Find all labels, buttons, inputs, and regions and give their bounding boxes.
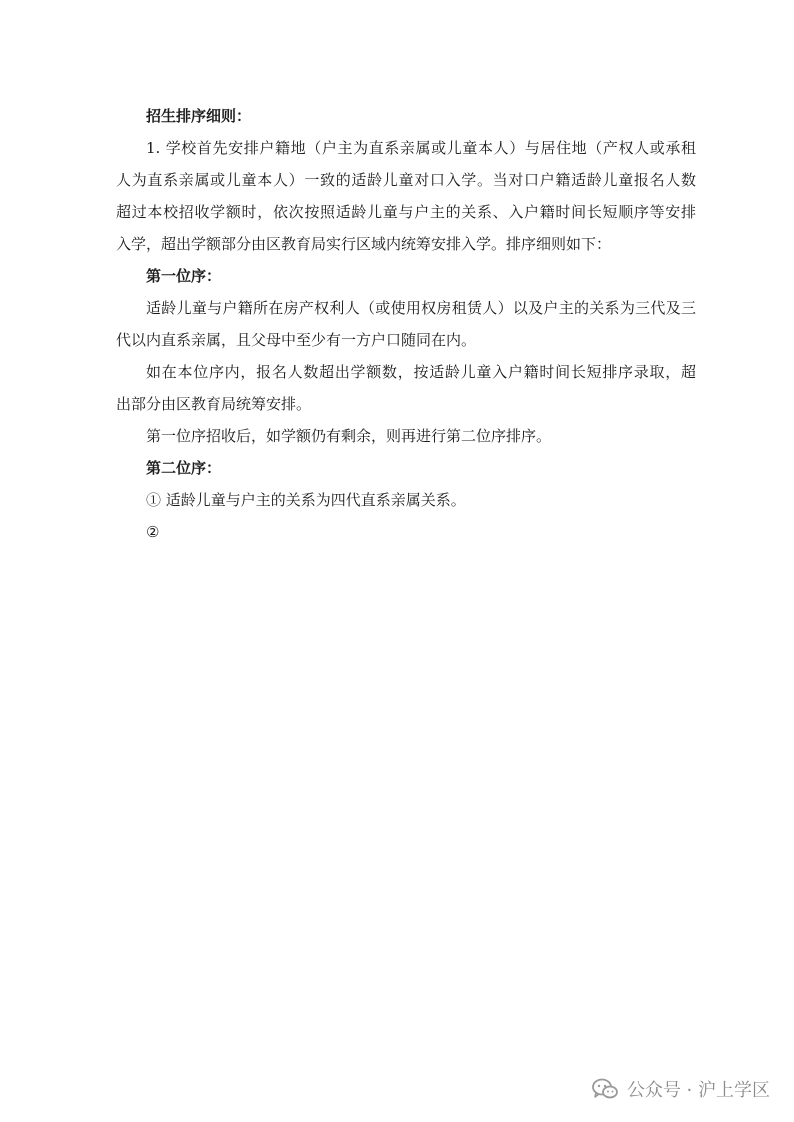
rules-heading: 招生排序细则： xyxy=(146,107,252,125)
paragraph-1 xyxy=(116,132,696,260)
section-1-title: 第一位序： xyxy=(146,267,222,285)
paragraph-line: 如在本位序内，报名人数超出学额数，按适龄儿童入户籍时间长短排序录取，超 xyxy=(146,363,696,381)
section-1-paragraph-1 xyxy=(116,292,696,356)
paragraph-line: 代以内直系亲属，且父母中至少有一方户口随同在内。 xyxy=(116,331,477,349)
section-2-title: 第二位序： xyxy=(146,459,222,477)
section-1-paragraph-2 xyxy=(116,356,696,420)
paragraph-line: 人为直系亲属或儿童本人）一致的适龄儿童对口入学。当对口户籍适龄儿童报名人数 xyxy=(116,171,696,189)
paragraph-line: 出部分由区教育局统筹安排。 xyxy=(116,395,312,413)
section-2-item-2: ② xyxy=(146,523,160,541)
watermark xyxy=(591,1076,770,1102)
paragraph-line: 适龄儿童与户籍所在房产权利人（或使用权房租赁人）以及户主的关系为三代及三 xyxy=(146,299,696,317)
watermark-text: 公众号 · 沪上学区 xyxy=(626,1080,770,1101)
paragraph-line: 1. 学校首先安排户籍地（户主为直系亲属或儿童本人）与居住地（产权人或承租 xyxy=(146,139,696,157)
wechat-icon xyxy=(591,1077,619,1101)
paragraph-line: 超过本校招收学额时，依次按照适龄儿童与户主的关系、入户籍时间长短顺序等安排 xyxy=(116,203,696,221)
section-2-item-1: ① 适龄儿童与户主的关系为四代直系亲属关系。 xyxy=(146,491,466,509)
document-body xyxy=(116,100,696,548)
section-1-paragraph-3: 第一位序招收后，如学额仍有剩余，则再进行第二位序排序。 xyxy=(146,427,552,445)
paragraph-line: 入学，超出学额部分由区教育局实行区域内统筹安排入学。排序细则如下： xyxy=(116,235,612,253)
